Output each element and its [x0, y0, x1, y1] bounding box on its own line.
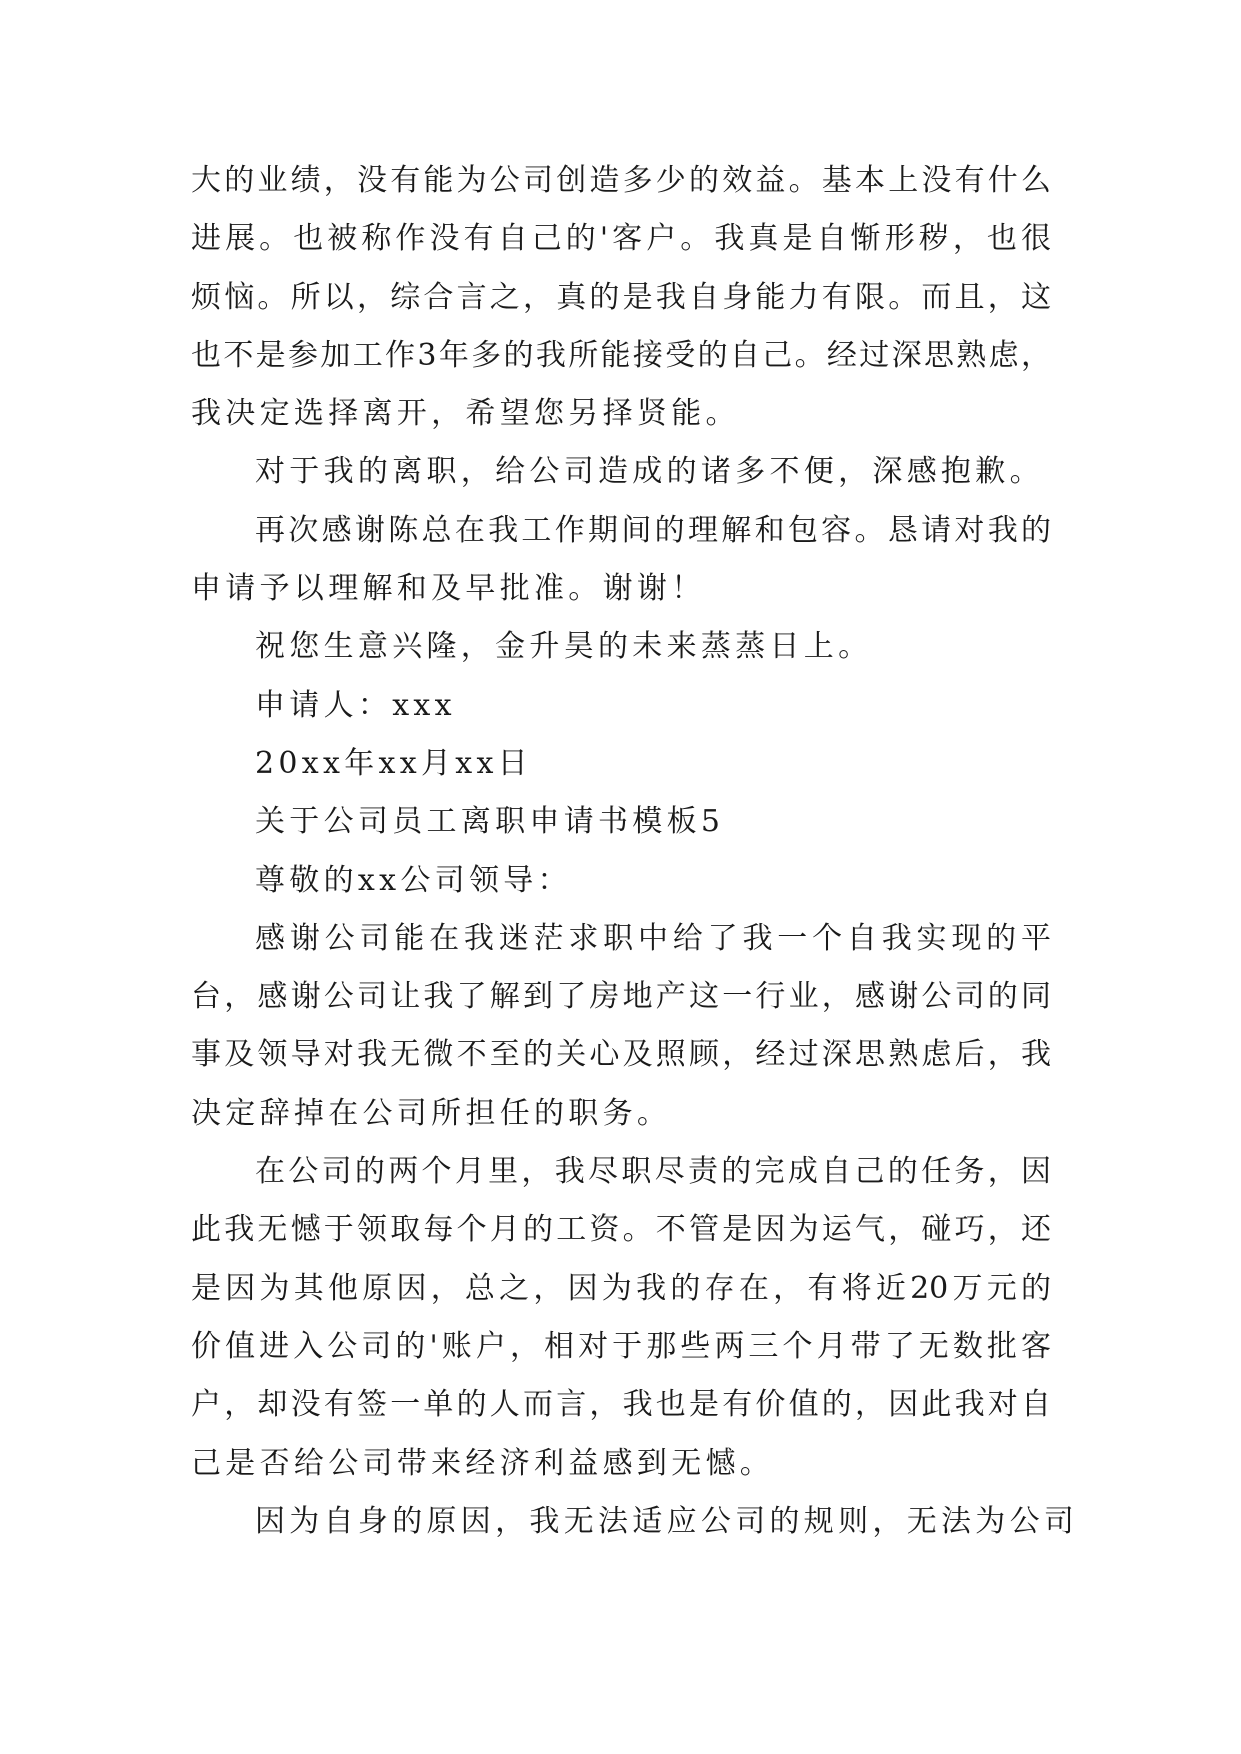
text-line: 价值进入公司的'账户，相对于那些两三个月带了无数批客 — [191, 1328, 1051, 1364]
text-line: 烦恼。所以，综合言之，真的是我自身能力有限。而且，这 — [191, 279, 1051, 315]
text-line: 台，感谢公司让我了解到了房地产这一行业，感谢公司的同 — [191, 979, 1051, 1015]
paragraph — [191, 793, 1051, 851]
paragraph — [191, 677, 1051, 735]
text-line: 申请予以理解和及早批准。谢谢！ — [191, 571, 706, 607]
text-line: 申请人：xxx — [255, 687, 456, 723]
paragraph — [191, 1493, 1079, 1551]
text-line: 祝您生意兴隆，金升昊的未来蒸蒸日上。 — [255, 629, 873, 665]
paragraph — [191, 1143, 1051, 1493]
text-line: 对于我的离职，给公司造成的诸多不便，深感抱歉。 — [255, 454, 1044, 490]
text-line: 感谢公司能在我迷茫求职中给了我一个自我实现的平 — [255, 920, 1051, 956]
text-line: 关于公司员工离职申请书模板5 — [255, 804, 725, 840]
text-line: 尊敬的xx公司领导： — [255, 862, 572, 898]
text-line: 户，却没有签一单的人而言，我也是有价值的，因此我对自 — [191, 1387, 1051, 1423]
paragraph — [191, 618, 1051, 676]
text-line: 20xx年xx月xx日 — [255, 745, 532, 781]
text-line: 事及领导对我无微不至的关心及照顾，经过深思熟虑后，我 — [191, 1037, 1051, 1073]
text-line: 大的业绩，没有能为公司创造多少的效益。基本上没有什么 — [191, 163, 1051, 198]
paragraph — [191, 852, 1051, 910]
text-line: 因为自身的原因，我无法适应公司的规则，无法为公司 — [255, 1503, 1079, 1539]
text-line: 也不是参加工作3年多的我所能接受的自己。经过深思熟虑， — [191, 337, 1051, 373]
text-line: 我决定选择离开，希望您另择贤能。 — [191, 396, 740, 432]
paragraph — [191, 443, 1051, 501]
text-line: 进展。也被称作没有自己的'客户。我真是自惭形秽，也很 — [191, 221, 1051, 257]
text-line: 在公司的两个月里，我尽职尽责的完成自己的任务，因 — [255, 1154, 1051, 1190]
paragraph — [191, 910, 1051, 1143]
text-line: 决定辞掉在公司所担任的职务。 — [191, 1095, 672, 1131]
text-line: 再次感谢陈总在我工作期间的理解和包容。恳请对我的 — [255, 512, 1051, 548]
paragraph — [191, 502, 1051, 619]
paragraph — [191, 735, 1051, 793]
text-line: 是因为其他原因，总之，因为我的存在，有将近20万元的 — [191, 1270, 1051, 1306]
document-body — [191, 152, 1079, 1551]
text-line: 此我无憾于领取每个月的工资。不管是因为运气，碰巧，还 — [191, 1212, 1051, 1248]
paragraph — [191, 152, 1051, 443]
text-line: 己是否给公司带来经济利益感到无憾。 — [191, 1445, 775, 1481]
